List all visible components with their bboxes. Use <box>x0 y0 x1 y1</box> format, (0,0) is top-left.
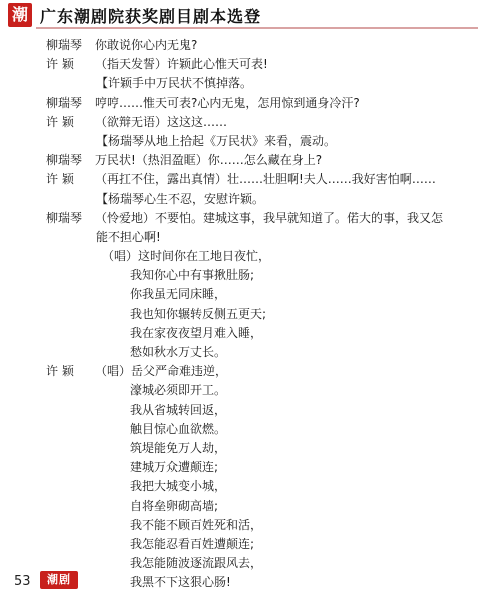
verse-text: （唱）这时间你在工地日夜忙， <box>102 249 271 264</box>
verse-line <box>0 458 490 477</box>
chaoju-logo: 潮 <box>8 3 32 27</box>
verse-text: 我也知你辗转反侧五更天; <box>130 306 267 321</box>
verse-text: 濠城必须即开工。 <box>130 383 227 398</box>
script-body <box>0 36 490 592</box>
verse-line <box>0 381 490 400</box>
speaker-name: 柳瑞琴 <box>46 95 83 110</box>
verse-line <box>0 535 490 554</box>
dialog-line <box>0 55 490 74</box>
stage-direction-text: 【许颖手中万民状不慎掉落。 <box>96 76 253 91</box>
verse-text: 我怎能随波逐流跟风去， <box>130 556 263 571</box>
verse-text: 我黑不下这狠心肠! <box>130 575 231 590</box>
dialog-text: 哼哼……惟天可表?心内无鬼，怎用惊到通身冷汗? <box>95 95 360 110</box>
dialog-line <box>0 170 490 189</box>
verse-line <box>0 305 490 324</box>
dialog-text: 万民状!（热泪盈眶）你……怎么藏在身上? <box>95 153 323 168</box>
speaker-name: 柳瑞琴 <box>46 153 83 168</box>
verse-text: 你我虽无同床睡， <box>130 287 227 302</box>
dialog-line <box>0 362 490 381</box>
verse-text: 能不担心啊! <box>96 229 161 244</box>
verse-line <box>0 285 490 304</box>
verse-line <box>0 266 490 285</box>
verse-line <box>0 401 490 420</box>
dialog-line <box>0 36 490 55</box>
verse-text: 我不能不顾百姓死和活， <box>130 517 263 532</box>
page-header <box>0 0 490 30</box>
verse-text: 我在家夜夜望月难入睡， <box>130 325 263 340</box>
verse-line <box>0 228 490 247</box>
verse-line <box>0 324 490 343</box>
verse-line <box>0 497 490 516</box>
verse-line <box>0 343 490 362</box>
dialog-text: （欲辩无语）这这这…… <box>95 114 228 129</box>
speaker-name: 许 颖 <box>46 57 74 72</box>
verse-line <box>0 477 490 496</box>
dialog-line <box>0 113 490 132</box>
verse-line <box>0 439 490 458</box>
verse-text: 我把大城变小城， <box>130 479 227 494</box>
page-header-title: 广东潮剧院获奖剧目剧本选登 <box>40 7 262 26</box>
verse-line <box>0 247 490 266</box>
verse-line <box>0 420 490 439</box>
speaker-name: 许 颖 <box>46 172 74 187</box>
dialog-text: （唱）岳父严命难违逆， <box>95 364 228 379</box>
verse-text: 触目惊心血欲燃。 <box>130 421 227 436</box>
dialog-text: （怜爱地）不要怕。建城这事，我早就知道了。偌大的事，我又怎 <box>95 210 444 225</box>
speaker-name: 柳瑞琴 <box>46 210 83 225</box>
dialog-line <box>0 151 490 170</box>
stage-direction <box>0 74 490 93</box>
verse-text: 建城万众遭颠连; <box>130 460 219 475</box>
speaker-name: 许 颖 <box>46 114 74 129</box>
page-number: 53 <box>14 574 31 589</box>
footer-logo: 潮剧 <box>40 571 78 589</box>
stage-direction-text: 【杨瑞琴从地上拾起《万民状》来看，震动。 <box>96 133 337 148</box>
verse-line <box>0 516 490 535</box>
verse-text: 我怎能忍看百姓遭颠连; <box>130 536 255 551</box>
dialog-text: （再扛不住，露出真情）壮……壮胆啊!夫人……我好害怕啊…… <box>95 172 436 187</box>
verse-text: 我知你心中有事揪肚肠; <box>130 268 255 283</box>
stage-direction-text: 【杨瑞琴心生不忍，安慰许颖。 <box>96 191 265 206</box>
speaker-name: 许 颖 <box>46 364 74 379</box>
dialog-line <box>0 94 490 113</box>
verse-text: 愁如秋水万丈长。 <box>130 345 227 359</box>
dialog-text: （指天发誓）许颖此心惟天可表! <box>95 57 268 72</box>
verse-text: 自将垒卵砌高墙; <box>130 498 219 513</box>
dialog-text: 你敢说你心内无鬼? <box>95 38 198 52</box>
header-divider <box>36 27 478 29</box>
verse-text: 我从省城转回返， <box>130 402 227 417</box>
stage-direction <box>0 132 490 151</box>
verse-text: 筑堤能免万人劫， <box>130 440 227 455</box>
speaker-name: 柳瑞琴 <box>46 38 83 52</box>
dialog-line <box>0 209 490 228</box>
stage-direction <box>0 190 490 209</box>
